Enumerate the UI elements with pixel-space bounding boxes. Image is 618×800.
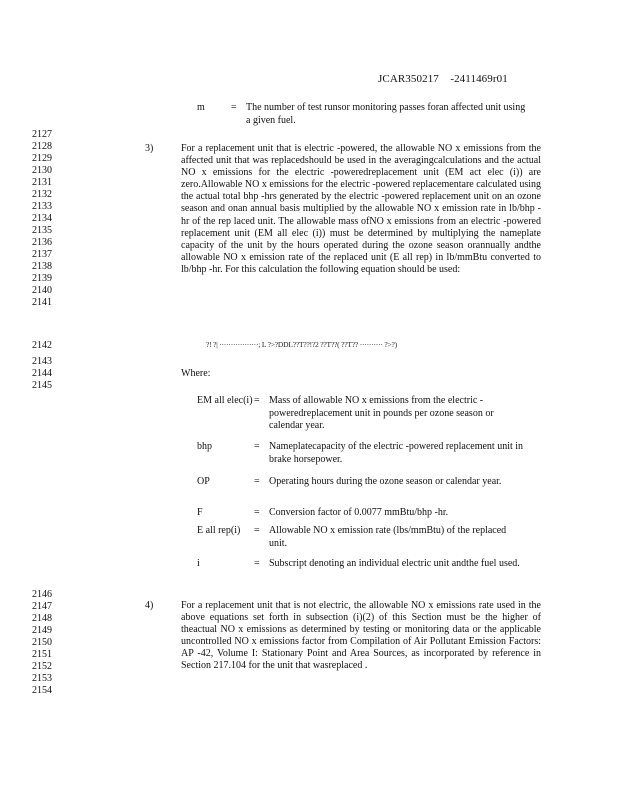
line-number: 2128: [32, 141, 52, 152]
line-number: 2138: [32, 261, 52, 272]
line-number: 2153: [32, 673, 52, 684]
line-number: 2150: [32, 637, 52, 648]
def-em-text: Mass of allowable NO x emissions from the electric -poweredreplacement unit in pounds per ozone season or calendar year.: [269, 395, 494, 431]
line-number: 2139: [32, 273, 52, 284]
line-number: 2140: [32, 285, 52, 296]
def-bhp-text: Nameplatecapacity of the electric -powered replacement unit in brake horsepower.: [269, 441, 524, 465]
m-definition-text: The number of test runsor monitoring passes foran affected unit using a given fuel.: [246, 102, 526, 126]
def-i-text: Subscript denoting an individual electric unit andthe fuel used.: [269, 558, 520, 569]
item-3-text: For a replacement unit that is electric -powered, the allowable NO x emissions from the affected unit that was replacedshould be used in the averagingcalculations and the actual NO x emissions for the electric -poweredreplacement unit (EM act elec (i)) are zero.Allowable NO x emissions for the electric -powered replacementare calculated using the actual total bhp -hrs generated by the electric -powered replacement unit on an ozone season and onan annual basis multiplied by the allowable NO x emission rate in lb/bhp -hr of the rep laced unit. The allowable mass ofNO x emissions from an electric -powered replacement unit (EM all elec (i)) must be determined by multiplying the nameplate capacity of the unit by the hours operated during the ozone season orannually andthe allowable NO x emission rate of the replaced unit (E all rep) in lb/mmBtu converted to lb/bhp -hr. For this calculation the following equation should be used:: [181, 143, 541, 275]
line-number: 2135: [32, 225, 52, 236]
def-i-equals: =: [254, 558, 260, 569]
line-number: 2133: [32, 201, 52, 212]
line-number: 2132: [32, 189, 52, 200]
line-number: 2144: [32, 368, 52, 379]
line-number: 2136: [32, 237, 52, 248]
def-op-term: OP: [197, 476, 210, 487]
def-op-text: Operating hours during the ozone season or calendar year.: [269, 476, 502, 487]
line-number: 2154: [32, 685, 52, 696]
def-e-equals: =: [254, 525, 260, 536]
line-number: 2147: [32, 601, 52, 612]
line-number: 2146: [32, 589, 52, 600]
doc-id: JCAR350217: [378, 73, 439, 85]
def-em-equals: =: [254, 395, 260, 406]
line-number: 2143: [32, 356, 52, 367]
line-number: 2149: [32, 625, 52, 636]
m-term: m: [197, 102, 205, 113]
page-header: [378, 73, 508, 85]
def-f-text: Conversion factor of 0.0077 mmBtu/bhp -hr.: [269, 507, 449, 518]
line-number: 2134: [32, 213, 52, 224]
def-i-term: i: [197, 558, 200, 569]
def-e-text: Allowable NO x emission rate (lbs/mmBtu) of the replaced unit.: [269, 525, 507, 549]
line-number: 2127: [32, 129, 52, 140]
item-3-number: 3): [145, 143, 154, 154]
line-number: 2151: [32, 649, 52, 660]
line-number: 2137: [32, 249, 52, 260]
m-equals: =: [231, 102, 237, 113]
allowable-mass-equation: ?! ?| ·················; L ?>?DDL??T??!?2 ??T??( ??T?? ·········· ?>?): [206, 340, 397, 349]
line-number: 2148: [32, 613, 52, 624]
def-em-term: EM all elec(i): [197, 395, 253, 406]
line-number: 2131: [32, 177, 52, 188]
def-e-term: E all rep(i): [197, 525, 241, 536]
item-4-number: 4): [145, 600, 154, 611]
line-number: 2142: [32, 340, 52, 351]
def-f-term: F: [197, 507, 203, 518]
def-bhp-term: bhp: [197, 441, 212, 452]
where-label: Where:: [181, 368, 211, 379]
line-number: 2141: [32, 297, 52, 308]
def-bhp-equals: =: [254, 441, 260, 452]
line-number: 2152: [32, 661, 52, 672]
item-4-text: For a replacement unit that is not electric, the allowable NO x emissions rate used in the above equations set forth in subsection (i)(2) of this Section must be the higher of theactual NO x emissions as determined by testing or monitoring data or the applicable uncontrolled NO x emissions factor from Compilation of Air Pollutant Emission Factors: AP -42, Volume I: Stationary Point and Area Sources, as incorporated by reference in Section 217.104 for the unit that wasreplaced .: [181, 600, 541, 672]
line-number: 2130: [32, 165, 52, 176]
doc-ref: -2411469r01: [450, 73, 508, 85]
def-op-equals: =: [254, 476, 260, 487]
line-number: 2145: [32, 380, 52, 391]
def-f-equals: =: [254, 507, 260, 518]
line-number: 2129: [32, 153, 52, 164]
